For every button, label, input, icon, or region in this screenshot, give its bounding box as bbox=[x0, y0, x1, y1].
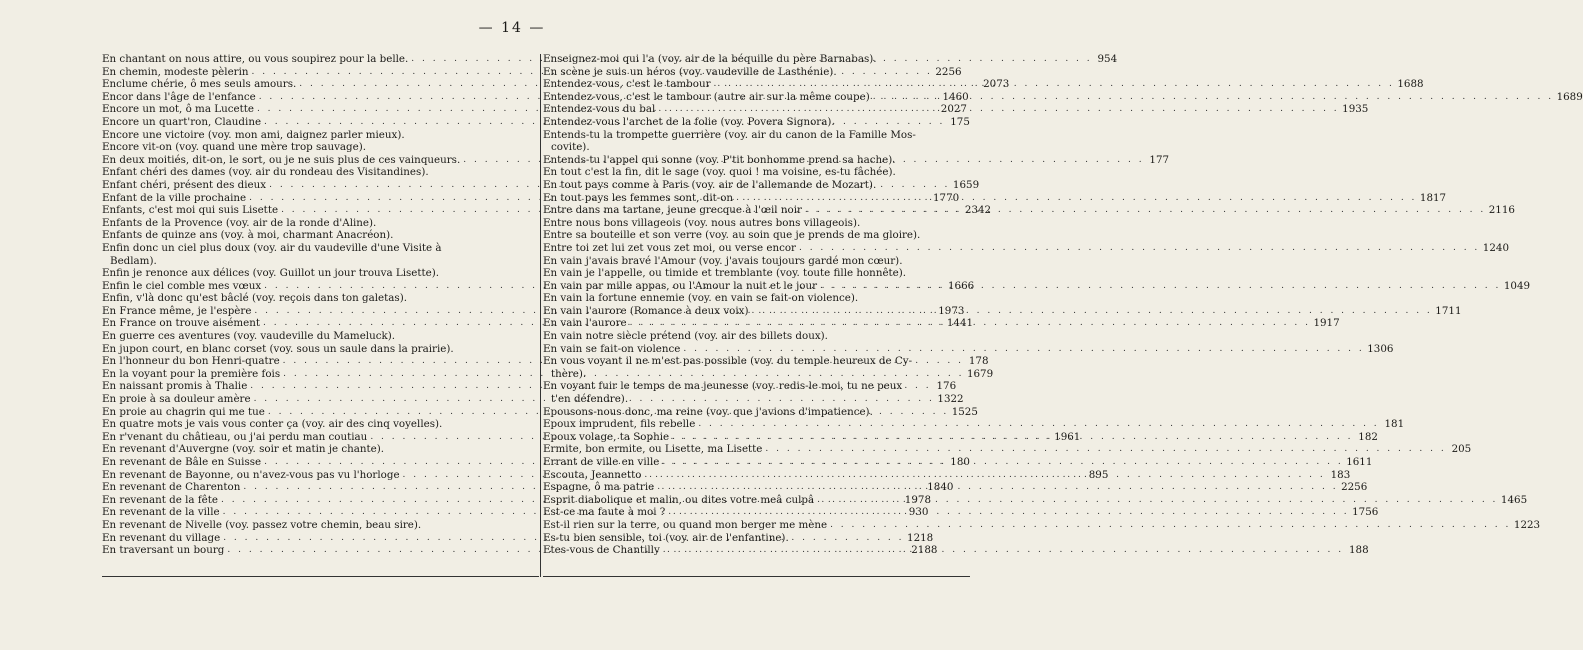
entry-title: Entendez-vous du bal bbox=[543, 103, 656, 116]
entry-title: Entendez-vous l'archet de la folie (voy. Povera Signora). bbox=[543, 115, 835, 128]
dot-leader bbox=[817, 280, 1504, 293]
entry-number: 1460 bbox=[942, 90, 969, 103]
entry-number: 1689 bbox=[1556, 90, 1583, 103]
entry-title: Entendez-vous, c'est le tambour (autre air sur la même coupe) bbox=[543, 90, 870, 103]
entry-number: 1935 bbox=[1342, 103, 1369, 116]
index-entry bbox=[543, 166, 970, 179]
index-entry bbox=[543, 179, 970, 192]
index-entry bbox=[543, 317, 1340, 330]
index-entry bbox=[543, 279, 1531, 293]
entry-title: En traversant un bourg bbox=[102, 544, 225, 557]
entry-number: 181 bbox=[1384, 418, 1405, 431]
dot-leader bbox=[641, 469, 1328, 482]
entry-number: 1666 bbox=[947, 279, 975, 292]
entry-number: 895 bbox=[1088, 468, 1109, 481]
dot-leader bbox=[665, 506, 1352, 519]
entry-title: Enfants, c'est moi qui suis Lisette bbox=[102, 204, 279, 217]
entry-number: 1973 bbox=[938, 304, 965, 317]
entry-title: En revenant de Bâle en Suisse bbox=[102, 456, 262, 468]
entry-title: En naissant promis à Thalie bbox=[102, 380, 248, 393]
dot-leader bbox=[748, 305, 1435, 318]
dot-leader bbox=[695, 418, 1382, 431]
entry-title: Errant de ville en ville bbox=[543, 456, 660, 468]
left-bottom-rule bbox=[102, 576, 539, 577]
index-entry bbox=[543, 90, 1583, 104]
entry-title: Encor dans l'âge de l'enfance bbox=[102, 90, 256, 103]
entry-continuation: covite). bbox=[551, 141, 590, 154]
index-entry bbox=[102, 129, 539, 142]
entry-number: 2188 bbox=[911, 544, 938, 557]
index-entry bbox=[102, 141, 539, 154]
entry-title: Ermite, bon ermite, ou Lisette, ma Lisette bbox=[543, 443, 763, 456]
dot-leader bbox=[654, 481, 1341, 494]
entry-title: Encore vit-on (voy. quand une mère trop sauvage). bbox=[102, 141, 367, 154]
index-entry bbox=[102, 166, 539, 179]
entry-title: En tout c'est la fin, dit le sage (voy. quoi ! ma voisine, es-tu fâchée). bbox=[543, 166, 896, 179]
dot-leader bbox=[669, 431, 1356, 444]
entry-title: En vain l'aurore bbox=[543, 317, 627, 330]
index-entry bbox=[543, 255, 970, 268]
entry-title: Es-tu bien sensible, toi (voy. air de l'enfantine). bbox=[543, 531, 789, 544]
entry-number: 2342 bbox=[964, 204, 992, 217]
entry-number: 188 bbox=[1348, 544, 1369, 557]
entry-number: 2116 bbox=[1488, 204, 1515, 217]
index-entry bbox=[543, 217, 970, 230]
index-entry bbox=[543, 292, 970, 305]
entry-title: Entre sa bouteille et son verre (voy. au soin que je prends de ma gloire). bbox=[543, 229, 921, 242]
entry-number: 930 bbox=[908, 506, 929, 519]
entry-number: 2073 bbox=[983, 78, 1010, 91]
index-entry bbox=[543, 518, 1541, 532]
index-entry bbox=[102, 292, 539, 305]
entry-title: En chantant on nous attire, ou vous soupirez pour la belle. bbox=[102, 53, 409, 65]
entry-title: Encore un quart'ron, Claudine bbox=[102, 115, 262, 128]
entry-number: 1525 bbox=[951, 405, 978, 418]
entry-number: 1770 bbox=[932, 191, 960, 204]
entry-number: 176 bbox=[936, 380, 957, 393]
dot-leader bbox=[796, 242, 1483, 255]
index-entry bbox=[543, 267, 970, 280]
entry-title: Est-ce ma faute à moi ? bbox=[543, 506, 666, 519]
entry-title: En quatre mots je vais vous conter ça (voy. air des cinq voyelles). bbox=[102, 418, 443, 431]
entry-number: 1817 bbox=[1419, 191, 1447, 204]
dot-leader bbox=[870, 91, 1557, 104]
entry-title: Enfin le ciel comble mes vœux bbox=[102, 279, 262, 292]
entry-number: 2256 bbox=[1341, 481, 1368, 494]
entry-title: Enfants de quinze ans (voy. à moi, charmant Anacréon). bbox=[102, 229, 394, 242]
entry-title: En vous voyant il ne m'est pas possible (voy. du temple heureux de Cy- bbox=[543, 355, 913, 368]
index-entry bbox=[543, 443, 1472, 456]
page-number: — 14 — bbox=[478, 20, 546, 36]
index-entry bbox=[543, 330, 970, 343]
entry-title: Esprit diabolique et malin, ou dites votre meâ culpâ bbox=[543, 493, 815, 506]
entry-title: En tout pays les femmes sont, dit-on bbox=[543, 191, 734, 204]
entry-number: 1961 bbox=[1054, 430, 1081, 443]
entry-title: En scène je suis un héros (voy. vaudeville de Lasthénie). bbox=[543, 65, 837, 78]
entry-number: 1223 bbox=[1513, 518, 1541, 531]
dot-leader bbox=[814, 494, 1501, 507]
entry-number: 177 bbox=[1149, 153, 1170, 166]
entry-title: En revenant de la fête bbox=[102, 493, 218, 506]
entry-title: Escouta, Jeannetto bbox=[543, 468, 642, 481]
entry-title: Espagne, ô ma patrie bbox=[543, 481, 655, 494]
entry-title: Est-il rien sur la terre, ou quand mon berger me mène bbox=[543, 518, 828, 531]
entry-title: Enfin je renonce aux délices (voy. Guillot un jour trouva Lisette). bbox=[102, 267, 440, 280]
entry-title: Entre dans ma tartane, jeune grecque à l'œil noir bbox=[543, 204, 802, 217]
index-entry bbox=[543, 544, 1369, 557]
dot-leader bbox=[660, 544, 1347, 557]
entry-title: Epousons-nous donc, ma reine (voy. que j'avions d'impatience). bbox=[543, 405, 873, 418]
entry-title: En revenant de Bayonne, ou n'avez-vous pas vu l'horloge bbox=[102, 468, 400, 481]
right-bottom-rule bbox=[543, 576, 970, 577]
dot-leader bbox=[802, 204, 1489, 217]
dot-leader bbox=[711, 78, 1398, 91]
index-entry bbox=[102, 267, 539, 280]
entry-number: 1049 bbox=[1503, 279, 1531, 292]
entry-title: Enfin, v'là donc qu'est bâclé (voy. reçois dans ton galetas). bbox=[102, 292, 407, 305]
entry-title: Enfin donc un ciel plus doux (voy. air du vaudeville d'une Visite à bbox=[102, 241, 442, 254]
entry-number: 2256 bbox=[935, 65, 962, 78]
index-entry bbox=[102, 330, 539, 343]
entry-number: 1756 bbox=[1352, 506, 1379, 519]
entry-number: 1218 bbox=[907, 531, 934, 544]
entry-title: En tout pays comme à Paris (voy. air de l'allemande de Mozart). bbox=[543, 178, 877, 191]
entry-title: Encore un mot, ô ma Lucette bbox=[102, 103, 254, 116]
index-entry bbox=[543, 241, 1510, 255]
dot-leader bbox=[733, 192, 1420, 205]
entry-number: 1917 bbox=[1313, 317, 1340, 330]
entry-title: Enclume chérie, ô mes seuls amours. bbox=[102, 78, 297, 91]
index-entry bbox=[543, 191, 1447, 205]
index-entry bbox=[543, 342, 1394, 356]
entry-title: Enfant chéri des dames (voy. air du rondeau des Visitandines). bbox=[102, 166, 429, 179]
entry-number: 954 bbox=[1097, 53, 1118, 65]
entry-title: Etes-vous de Chantilly bbox=[543, 544, 660, 557]
entry-number: 1240 bbox=[1482, 241, 1510, 254]
index-entry bbox=[543, 154, 970, 167]
entry-continuation: Bedlam). bbox=[110, 254, 157, 267]
dot-leader bbox=[680, 343, 1367, 356]
index-entry bbox=[102, 217, 539, 230]
entry-title: Entre nous bons villageois (voy. nous autres bons villageois). bbox=[543, 216, 861, 229]
entry-title: Entends-tu l'appel qui sonne (voy. P'tit bonhomme prend sa hache). bbox=[543, 153, 896, 166]
entry-number: 1840 bbox=[927, 481, 954, 494]
entry-number: 1978 bbox=[904, 493, 932, 506]
index-entry bbox=[543, 481, 1368, 494]
entry-number: 182 bbox=[1358, 430, 1378, 443]
entry-number: 180 bbox=[950, 456, 970, 468]
dot-leader bbox=[762, 443, 1449, 456]
entry-title: En revenant d'Auvergne (voy. soir et matin je chante). bbox=[102, 443, 385, 456]
index-entry bbox=[543, 229, 970, 242]
index-entry bbox=[543, 493, 1528, 507]
entry-title: Entends-tu la trompette guerrière (voy. air du canon de la Famille Mos- bbox=[543, 128, 916, 141]
entry-number: 205 bbox=[1451, 443, 1472, 456]
entry-title: Enfant de la ville prochaine bbox=[102, 191, 247, 204]
entry-title: Enfants de la Provence (voy. air de la ronde d'Aline). bbox=[102, 216, 377, 229]
entry-title: En revenant du village bbox=[102, 531, 221, 544]
entry-title: En voyant fuir le temps de ma jeunesse (voy. redis-le moi, tu ne peux bbox=[543, 380, 903, 393]
index-entry bbox=[102, 519, 539, 532]
entry-number: 178 bbox=[968, 355, 989, 368]
index-entry bbox=[543, 304, 1462, 318]
dot-leader bbox=[655, 103, 1342, 116]
index-entry bbox=[102, 229, 539, 242]
entry-title: En revenant de Nivelle (voy. passez votre chemin, beau sire). bbox=[102, 518, 422, 531]
entry-number: 1679 bbox=[966, 367, 994, 380]
entry-title: En revenant de Charenton bbox=[102, 481, 241, 494]
entry-title: Enseignez-moi qui l'a (voy. air de la béquille du père Barnabas). bbox=[543, 53, 877, 65]
index-entry bbox=[543, 53, 970, 66]
entry-title: En l'honneur du bon Henri-quatre bbox=[102, 355, 280, 368]
entry-number: 183 bbox=[1330, 468, 1351, 481]
entry-title: Epoux volage, ta Sophie bbox=[543, 430, 670, 443]
index-entry bbox=[102, 418, 539, 431]
entry-number: 1659 bbox=[952, 178, 980, 191]
entry-title: En chemin, modeste pèlerin bbox=[102, 65, 249, 78]
entry-number: 1322 bbox=[937, 393, 964, 406]
entry-title: En vain je l'appelle, ou timide et tremblante (voy. toute fille honnête). bbox=[543, 267, 907, 280]
dot-leader bbox=[659, 456, 1346, 469]
entry-title: Epoux imprudent, fils rebelle bbox=[543, 418, 696, 431]
index-entry bbox=[543, 406, 970, 419]
dot-leader bbox=[827, 519, 1514, 532]
entry-title: En proie au chagrin qui me tue bbox=[102, 405, 265, 418]
entry-title: Entendez-vous, c'est le tambour bbox=[543, 78, 711, 91]
entry-continuation: t'en défendre). bbox=[551, 393, 629, 406]
entry-title: Encore une victoire (voy. mon ami, daignez parler mieux). bbox=[102, 128, 405, 141]
entry-title: En vain se fait-on violence bbox=[543, 342, 681, 355]
entry-title: Enfant chéri, présent des dieux bbox=[102, 178, 267, 191]
entry-number: 1465 bbox=[1500, 493, 1528, 506]
index-entry bbox=[102, 242, 539, 267]
index-entry bbox=[543, 355, 970, 380]
index-entry bbox=[543, 418, 1405, 431]
index-entry bbox=[543, 103, 1369, 116]
entry-title: En jupon court, en blanc corset (voy. sous un saule dans la prairie). bbox=[102, 342, 454, 355]
index-entry bbox=[543, 129, 970, 154]
index-entry bbox=[543, 456, 1373, 469]
entry-title: En proie à sa douleur amère bbox=[102, 393, 251, 406]
entry-title: En vain par mille appas, ou l'Amour la nuit et le jour bbox=[543, 279, 818, 292]
entry-title: En vain la fortune ennemie (voy. en vain se fait-on violence). bbox=[543, 292, 859, 305]
index-entry bbox=[543, 506, 1379, 519]
entry-number: 1306 bbox=[1367, 342, 1394, 355]
index-entry bbox=[543, 532, 970, 545]
entry-title: En la voyant pour la première fois bbox=[102, 367, 281, 380]
index-entry bbox=[543, 66, 970, 79]
entry-title: En deux moitiés, dit-on, le sort, ou je ne suis plus de ces vainqueurs. bbox=[102, 153, 461, 166]
entry-number: 1441 bbox=[946, 317, 974, 330]
entry-title: En revenant de la ville bbox=[102, 506, 220, 519]
entry-title: En r'venant du châtieau, ou j'ai perdu man coutiau bbox=[102, 430, 368, 443]
entry-number: 1611 bbox=[1346, 456, 1373, 468]
entry-title: En France on trouve aisément bbox=[102, 317, 261, 330]
index-entry bbox=[102, 343, 539, 356]
entry-number: 1688 bbox=[1397, 78, 1424, 91]
entry-title: Entre toi zet lui zet vous zet moi, ou verse encor bbox=[543, 241, 796, 254]
entry-number: 1711 bbox=[1435, 304, 1462, 317]
entry-title: En France même, je l'espère bbox=[102, 304, 252, 317]
entry-title: En vain l'aurore (Romance à deux voix) bbox=[543, 304, 749, 317]
entry-title: En vain notre siècle prétend (voy. air des billets doux). bbox=[543, 330, 828, 343]
entry-number: 175 bbox=[950, 115, 970, 128]
entry-number: 2027 bbox=[940, 103, 967, 116]
index-entry bbox=[102, 443, 539, 456]
index-entry bbox=[543, 116, 970, 129]
entry-title: En vain j'avais bravé l'Amour (voy. j'avais toujours gardé mon cœur). bbox=[543, 254, 903, 267]
entry-continuation: thère). bbox=[551, 367, 587, 380]
index-entry bbox=[543, 380, 970, 405]
entry-title: En guerre ces aventures (voy. vaudeville du Mameluck). bbox=[102, 330, 396, 343]
dot-leader bbox=[627, 317, 1314, 330]
